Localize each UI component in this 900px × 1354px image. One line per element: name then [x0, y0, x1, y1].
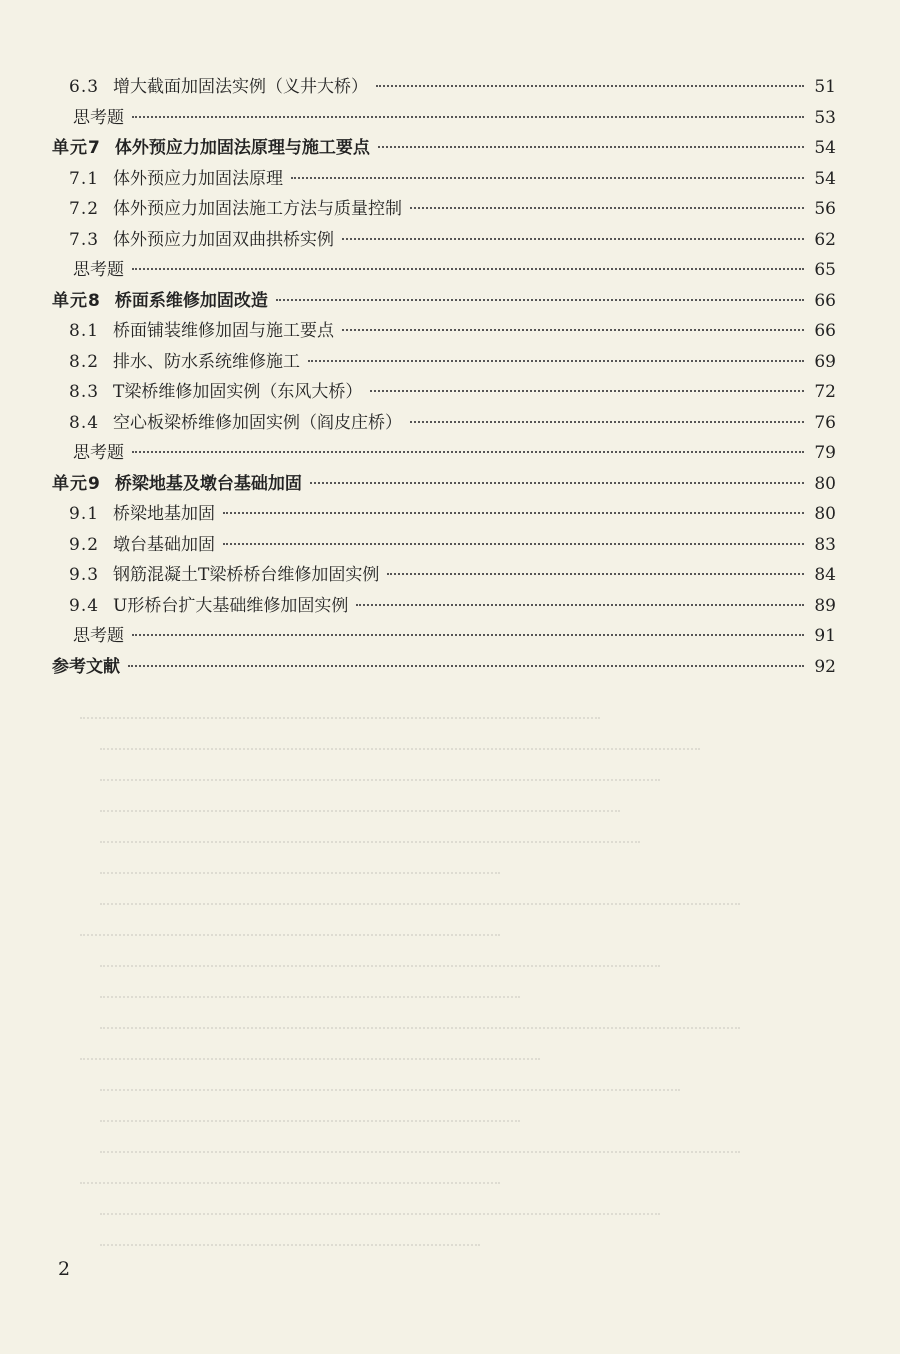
- toc-section-entry[interactable]: [52, 72, 836, 103]
- dot-leader: [370, 390, 804, 392]
- toc-section-entry[interactable]: [52, 316, 836, 347]
- toc-unit-entry[interactable]: [52, 133, 836, 164]
- toc-entry-page: 54: [814, 138, 836, 158]
- toc-entry-number: 单元8: [52, 290, 101, 311]
- toc-entry-title: 墩台基础加固: [113, 534, 216, 555]
- toc-section-entry[interactable]: [52, 530, 836, 561]
- toc-entry-number: 8.1: [69, 321, 100, 341]
- toc-entry-page: 66: [814, 321, 836, 341]
- toc-entry-title: T梁桥维修加固实例（东风大桥）: [113, 382, 363, 402]
- dot-leader: [310, 482, 804, 484]
- toc-unit-entry[interactable]: [52, 286, 836, 317]
- toc-entry-page: 56: [814, 199, 836, 219]
- dot-leader: [376, 85, 804, 87]
- toc-entry-number: 9.3: [69, 565, 100, 585]
- toc-entry-page: 54: [814, 168, 836, 189]
- toc-section-entry[interactable]: [52, 377, 836, 408]
- toc-section-entry[interactable]: [52, 347, 836, 378]
- dot-leader: [342, 238, 804, 240]
- toc-entry-page: 72: [814, 382, 836, 402]
- toc-entry-title: 体外预应力加固法原理: [113, 168, 284, 189]
- toc-entry-page: 89: [814, 595, 836, 616]
- toc-entry-page: 79: [814, 443, 836, 463]
- dot-leader: [356, 604, 804, 606]
- toc-entry-number: 7.1: [69, 168, 100, 189]
- toc-entry-title: 桥面系维修加固改造: [114, 290, 268, 311]
- toc-questions-entry[interactable]: [52, 438, 836, 469]
- toc-entry-title: 增大截面加固法实例（义井大桥）: [113, 77, 369, 97]
- toc-entry-number: 7.2: [69, 199, 100, 219]
- toc-entry-page: 80: [814, 473, 836, 494]
- toc-entry-title: U形桥台扩大基础维修加固实例: [113, 595, 349, 616]
- toc-section-entry[interactable]: [52, 591, 836, 622]
- toc-entry-title: 体外预应力加固法原理与施工要点: [114, 138, 370, 158]
- toc-entry-title: 参考文献: [52, 656, 120, 677]
- dot-leader: [291, 177, 804, 179]
- toc-entry-number: 9.1: [69, 504, 100, 524]
- toc-entry-number: 单元7: [52, 138, 101, 158]
- toc-entry-title: 桥面铺装维修加固与施工要点: [113, 321, 335, 341]
- toc-entry-page: 83: [814, 534, 836, 555]
- toc-entry-number: 9.2: [69, 534, 100, 555]
- toc-entry-page: 53: [814, 107, 836, 128]
- toc-entry-page: 51: [814, 77, 836, 97]
- toc-entry-number: 7.3: [69, 229, 100, 250]
- table-of-contents: [52, 72, 836, 682]
- dot-leader: [378, 146, 804, 148]
- toc-section-entry[interactable]: [52, 225, 836, 256]
- toc-entry-number: 8.2: [69, 351, 100, 372]
- toc-entry-title: 桥梁地基加固: [113, 504, 216, 524]
- toc-entry-title: 思考题: [73, 626, 124, 646]
- toc-questions-entry[interactable]: [52, 103, 836, 134]
- toc-entry-title: 思考题: [73, 443, 124, 463]
- dot-leader: [276, 299, 804, 301]
- dot-leader: [410, 421, 804, 423]
- dot-leader: [132, 634, 804, 636]
- dot-leader: [387, 573, 804, 575]
- dot-leader: [342, 329, 804, 331]
- toc-entry-number: 6.3: [69, 77, 100, 97]
- toc-section-entry[interactable]: [52, 164, 836, 195]
- dot-leader: [308, 360, 804, 362]
- dot-leader: [132, 116, 804, 118]
- toc-entry-title: 排水、防水系统维修施工: [113, 351, 301, 372]
- toc-unit-entry[interactable]: [52, 469, 836, 500]
- dot-leader: [223, 512, 804, 514]
- toc-questions-entry[interactable]: [52, 255, 836, 286]
- dot-leader: [132, 451, 804, 453]
- toc-entry-number: 8.4: [69, 412, 100, 433]
- toc-entry-title: 空心板梁桥维修加固实例（阎皮庄桥）: [113, 412, 403, 433]
- toc-entry-page: 76: [814, 412, 836, 433]
- dot-leader: [132, 268, 804, 270]
- toc-entry-number: 9.4: [69, 595, 100, 616]
- toc-entry-title: 桥梁地基及墩台基础加固: [114, 473, 302, 494]
- toc-entry-page: 92: [814, 656, 836, 677]
- toc-entry-page: 91: [814, 626, 836, 646]
- page-number: 2: [58, 1258, 71, 1280]
- toc-unit-entry[interactable]: [52, 652, 836, 683]
- toc-entry-title: 思考题: [73, 260, 124, 280]
- toc-entry-page: 84: [814, 565, 836, 585]
- toc-entry-number: 8.3: [69, 382, 100, 402]
- toc-entry-page: 65: [814, 260, 836, 280]
- toc-entry-title: 体外预应力加固法施工方法与质量控制: [113, 199, 403, 219]
- toc-entry-title: 思考题: [73, 107, 124, 128]
- toc-entry-page: 69: [814, 351, 836, 372]
- toc-questions-entry[interactable]: [52, 621, 836, 652]
- toc-entry-page: 62: [814, 229, 836, 250]
- toc-section-entry[interactable]: [52, 499, 836, 530]
- dot-leader: [223, 543, 804, 545]
- toc-entry-page: 66: [814, 290, 836, 311]
- toc-section-entry[interactable]: [52, 408, 836, 439]
- toc-entry-title: 钢筋混凝土T梁桥桥台维修加固实例: [113, 565, 380, 585]
- toc-section-entry[interactable]: [52, 194, 836, 225]
- toc-entry-title: 体外预应力加固双曲拱桥实例: [113, 229, 335, 250]
- dot-leader: [410, 207, 804, 209]
- toc-entry-page: 80: [814, 504, 836, 524]
- toc-section-entry[interactable]: [52, 560, 836, 591]
- dot-leader: [128, 665, 804, 667]
- toc-entry-number: 单元9: [52, 473, 101, 494]
